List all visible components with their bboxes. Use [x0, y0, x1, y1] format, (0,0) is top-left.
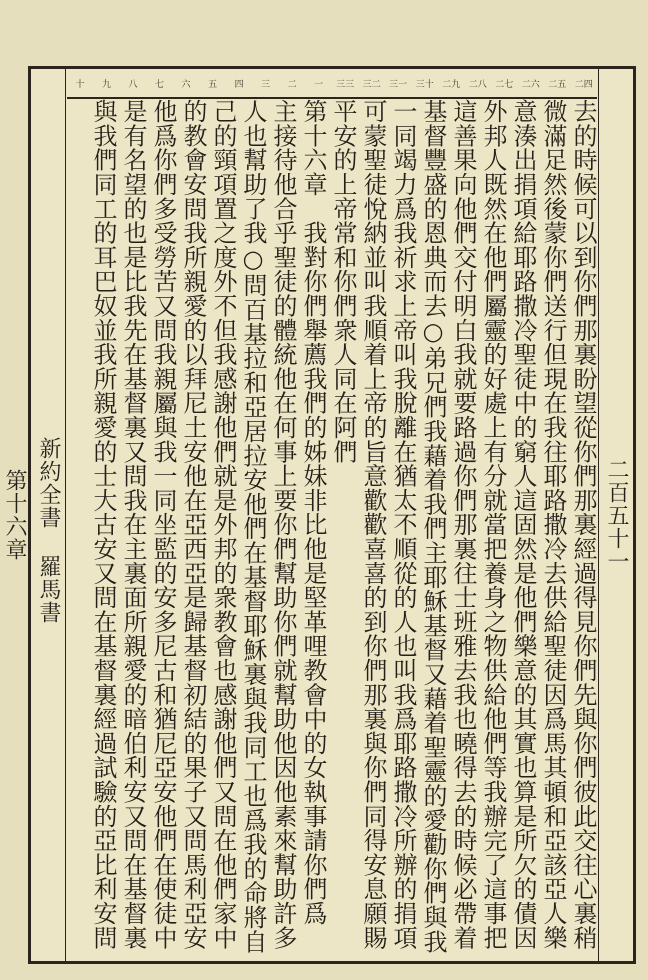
text-column: 微滿足然後蒙你們送行但現在我往耶路撒冷去供給聖徒因爲馬其頓和亞該亞人樂 — [539, 99, 567, 950]
book-title: 新約全書 羅馬書 — [36, 436, 61, 624]
running-header-left — [2, 69, 66, 961]
text-column: 平安的上帝常和你們衆人同在阿們 — [329, 99, 357, 464]
page-number: 二百五十一 — [604, 457, 629, 573]
text-column: 一同竭力爲我祈求上帝叫我脫離在猶太不順從的人也叫我爲耶路撒冷所辦的捐項 — [389, 99, 417, 950]
page-frame — [2, 66, 636, 964]
text-column: 外邦人既然在他們屬靈的好處上有分就當把養身之物供給他們等我辦完了這事把 — [479, 99, 507, 950]
verse-index-marker: 二六 — [521, 79, 540, 90]
verse-index-marker: 六 — [181, 79, 191, 90]
verse-index-marker: 二七 — [495, 79, 514, 90]
running-header-right — [598, 69, 633, 961]
verse-index-marker: 七 — [155, 79, 165, 90]
verse-index-row — [67, 69, 597, 97]
text-column: 可蒙聖徒悅納並叫我順着上帝的旨意歡歡喜喜的到你們那裏與你們同得安息願賜 — [359, 99, 387, 950]
text-column: 這善果向他們交付明白我就要路過你們那裏往士班雅去我也曉得去的時候必帶着 — [449, 99, 477, 950]
verse-index-marker: 三二 — [362, 79, 381, 90]
text-column: 與我們同工的耳巴奴並我所親愛的士大古安又問在基督裏經過試驗的亞比利安問 — [89, 99, 117, 950]
verse-index-marker: 三 — [261, 79, 271, 90]
text-column: 的教會安問我所親愛的以拜尼土安他在亞西亞是歸基督初結的果子又問馬利亞安 — [179, 99, 207, 950]
text-column: 主接待他合乎聖徒的體統他在何事上要你們幫助你們就幫助他因他素來幫助許多 — [269, 99, 297, 950]
verse-index-marker: 九 — [102, 79, 112, 90]
verse-index-marker: 三三 — [336, 79, 355, 90]
verse-index-marker: 二八 — [468, 79, 487, 90]
verse-index-marker: 二五 — [548, 79, 567, 90]
verse-index-marker: 三一 — [389, 79, 408, 90]
verse-index-marker: 四 — [234, 79, 244, 90]
text-column: 是有名望的也是比我先在基督裏又問我在主裏面所親愛的暗伯利安又問在基督裏 — [119, 99, 147, 950]
text-column: 己的頸項置之度外不但我感謝他們就是外邦的衆教會也感謝他們又問在他們家中 — [209, 99, 237, 950]
verse-index-marker: 二九 — [442, 79, 461, 90]
verse-index-marker: 二 — [287, 79, 297, 90]
verse-index-marker: 三十 — [415, 79, 434, 90]
verse-index-marker: 一 — [314, 79, 324, 90]
text-column: 他爲你們多受勞苦又問我親屬與我一同坐監的安多尼古和猶尼亞安他們在使徒中 — [149, 99, 177, 950]
verse-index-marker: 十 — [75, 79, 85, 90]
text-column: 意湊出捐項給耶路撒冷聖徒中的窮人這固然是他們樂意的其實也算是所欠的債因 — [509, 99, 537, 950]
verse-index-marker: 二四 — [574, 79, 593, 90]
chapter-label: 第十六章 — [2, 469, 27, 561]
text-column: 第十六章 我對你們舉薦我們的姊妹非比他是堅革哩教會中的女執事請你們爲 — [299, 99, 327, 926]
verse-index-marker: 八 — [128, 79, 138, 90]
verse-index-marker: 五 — [208, 79, 218, 90]
text-column: 人也幫助了我○問百基拉和亞居拉安他們在基督耶穌裏與我同工也爲我的命將自 — [239, 99, 267, 954]
text-column: 去的時候可以到你們那裏盼望從你們那裏經過得見你們先與你們彼此交往心裏稍 — [569, 99, 597, 950]
text-body — [67, 99, 597, 961]
text-column: 基督豐盛的恩典而去○弟兄們我藉着我們主耶穌基督又藉着聖靈的愛勸你們與我 — [419, 99, 447, 954]
